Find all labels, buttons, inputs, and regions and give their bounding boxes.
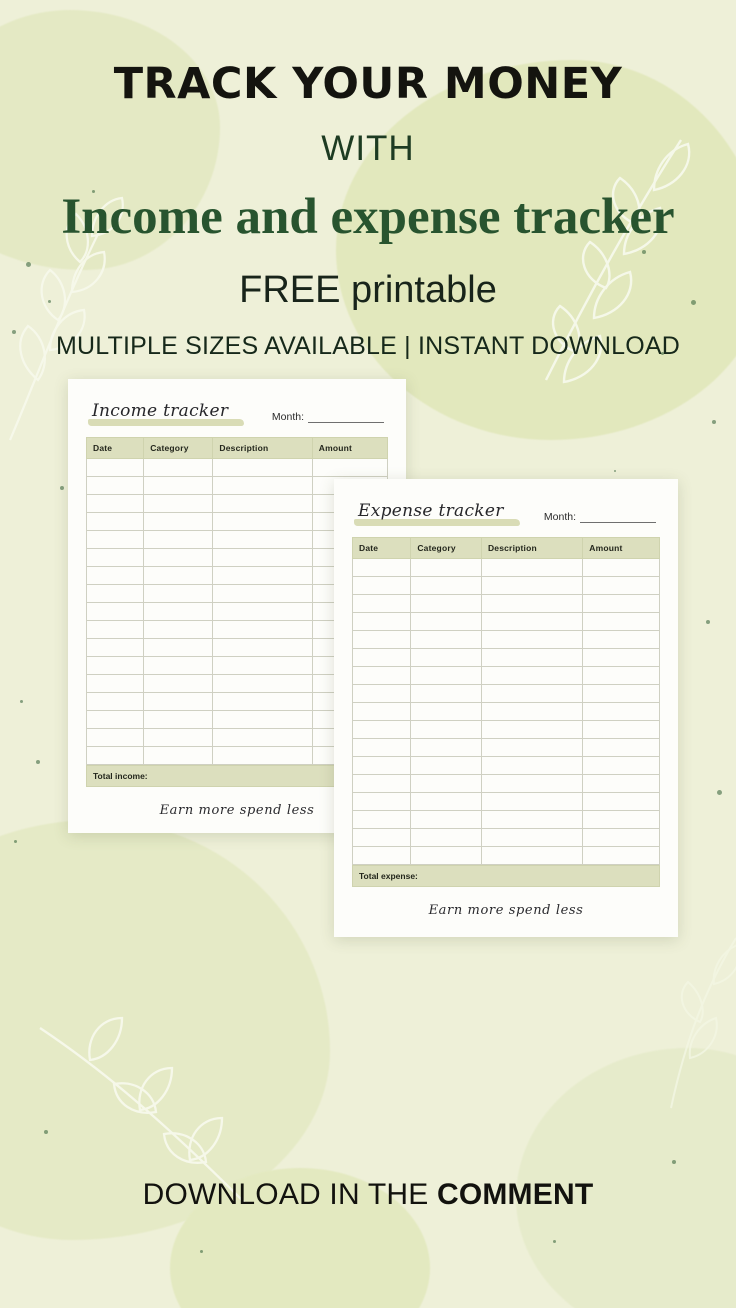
table-cell[interactable]	[481, 667, 582, 685]
table-cell[interactable]	[481, 649, 582, 667]
table-cell[interactable]	[213, 621, 312, 639]
table-cell[interactable]	[144, 459, 213, 477]
table-cell[interactable]	[213, 693, 312, 711]
table-cell[interactable]	[353, 829, 411, 847]
table-cell[interactable]	[87, 729, 144, 747]
table-cell[interactable]	[353, 847, 411, 865]
table-cell[interactable]	[87, 603, 144, 621]
table-cell[interactable]	[213, 549, 312, 567]
table-row[interactable]	[353, 649, 660, 667]
table-cell[interactable]	[144, 621, 213, 639]
table-cell[interactable]	[87, 711, 144, 729]
income-total-row[interactable]: Total income:	[86, 765, 388, 787]
product-title: Income and expense tracker	[61, 189, 675, 246]
table-cell[interactable]	[481, 631, 582, 649]
table-cell[interactable]	[144, 549, 213, 567]
expense-title-wrap	[358, 501, 504, 523]
table-cell[interactable]	[411, 631, 482, 649]
table-cell[interactable]	[481, 811, 582, 829]
table-cell[interactable]	[87, 639, 144, 657]
table-cell[interactable]	[353, 811, 411, 829]
table-cell[interactable]	[583, 595, 660, 613]
table-cell[interactable]	[411, 595, 482, 613]
income-month-input[interactable]	[308, 412, 384, 423]
table-cell[interactable]	[353, 595, 411, 613]
table-cell[interactable]	[411, 649, 482, 667]
table-cell[interactable]	[583, 829, 660, 847]
table-cell[interactable]	[481, 829, 582, 847]
table-cell[interactable]	[213, 639, 312, 657]
table-cell[interactable]	[481, 721, 582, 739]
table-cell[interactable]	[353, 685, 411, 703]
cta-prefix: DOWNLOAD IN THE	[142, 1178, 437, 1211]
table-cell[interactable]	[144, 585, 213, 603]
table-row[interactable]	[353, 703, 660, 721]
table-cell[interactable]	[411, 667, 482, 685]
table-cell[interactable]	[353, 577, 411, 595]
table-cell[interactable]	[353, 757, 411, 775]
table-cell[interactable]	[213, 747, 312, 765]
table-cell[interactable]	[87, 747, 144, 765]
income-sheet-title: Income tracker	[92, 401, 229, 422]
table-cell[interactable]	[353, 793, 411, 811]
table-row[interactable]	[353, 811, 660, 829]
table-cell[interactable]	[583, 757, 660, 775]
table-cell[interactable]	[583, 793, 660, 811]
table-cell[interactable]	[144, 657, 213, 675]
table-row[interactable]	[353, 595, 660, 613]
table-cell[interactable]	[144, 531, 213, 549]
table-cell[interactable]	[213, 459, 312, 477]
table-cell[interactable]	[312, 459, 387, 477]
table-cell[interactable]	[353, 667, 411, 685]
page-title: TRACK YOUR MONEY	[113, 59, 623, 109]
table-cell[interactable]	[583, 703, 660, 721]
free-printable-label: FREE printable	[239, 269, 497, 312]
table-cell[interactable]	[144, 567, 213, 585]
table-cell[interactable]	[481, 577, 582, 595]
offer-details: MULTIPLE SIZES AVAILABLE | INSTANT DOWNLOAD	[55, 332, 681, 361]
table-cell[interactable]	[411, 739, 482, 757]
table-cell[interactable]	[583, 811, 660, 829]
expense-table-body[interactable]	[353, 559, 660, 865]
table-cell[interactable]	[411, 703, 482, 721]
table-cell[interactable]	[213, 711, 312, 729]
table-cell[interactable]	[481, 703, 582, 721]
table-cell[interactable]	[481, 613, 582, 631]
title-connector: WITH	[321, 129, 415, 169]
cta-emphasis: COMMENT	[436, 1178, 594, 1211]
table-cell[interactable]	[583, 847, 660, 865]
table-cell[interactable]	[353, 739, 411, 757]
table-cell[interactable]	[144, 477, 213, 495]
table-row[interactable]	[353, 829, 660, 847]
income-col-description: Description	[213, 438, 312, 459]
table-cell[interactable]	[583, 667, 660, 685]
table-cell[interactable]	[411, 811, 482, 829]
table-cell[interactable]	[87, 513, 144, 531]
table-cell[interactable]	[144, 693, 213, 711]
table-cell[interactable]	[411, 577, 482, 595]
expense-sheet-title: Expense tracker	[358, 501, 504, 522]
table-row[interactable]	[353, 793, 660, 811]
table-cell[interactable]	[213, 513, 312, 531]
table-cell[interactable]	[87, 621, 144, 639]
table-cell[interactable]	[87, 693, 144, 711]
table-cell[interactable]	[481, 847, 582, 865]
table-cell[interactable]	[144, 729, 213, 747]
expense-total-row[interactable]: Total expense:	[352, 865, 660, 887]
table-row[interactable]	[353, 847, 660, 865]
table-cell[interactable]	[213, 585, 312, 603]
table-cell[interactable]	[87, 549, 144, 567]
table-cell[interactable]	[411, 613, 482, 631]
table-cell[interactable]	[353, 631, 411, 649]
income-month-field[interactable]	[272, 411, 384, 423]
table-cell[interactable]	[583, 631, 660, 649]
table-cell[interactable]	[411, 721, 482, 739]
expense-col-date: Date	[353, 538, 411, 559]
table-cell[interactable]	[411, 559, 482, 577]
table-cell[interactable]	[353, 703, 411, 721]
expense-col-category: Category	[411, 538, 482, 559]
table-cell[interactable]	[144, 747, 213, 765]
table-row[interactable]	[353, 577, 660, 595]
table-cell[interactable]	[583, 559, 660, 577]
expense-tracker-sheet[interactable]	[334, 479, 678, 937]
expense-footer-quote: Earn more spend less	[428, 903, 584, 919]
income-sheet-header	[86, 401, 388, 423]
table-cell[interactable]	[213, 729, 312, 747]
table-cell[interactable]	[481, 739, 582, 757]
table-cell[interactable]	[353, 559, 411, 577]
table-cell[interactable]	[481, 559, 582, 577]
table-cell[interactable]	[481, 685, 582, 703]
table-cell[interactable]	[481, 775, 582, 793]
table-cell[interactable]	[583, 721, 660, 739]
table-cell[interactable]	[87, 495, 144, 513]
table-cell[interactable]	[213, 675, 312, 693]
table-cell[interactable]	[213, 603, 312, 621]
table-cell[interactable]	[144, 639, 213, 657]
download-cta[interactable]	[0, 1178, 736, 1212]
table-cell[interactable]	[411, 685, 482, 703]
table-cell[interactable]	[411, 793, 482, 811]
table-cell[interactable]	[213, 567, 312, 585]
table-cell[interactable]	[144, 675, 213, 693]
table-row[interactable]	[353, 757, 660, 775]
income-month-label: Month:	[271, 411, 304, 424]
table-cell[interactable]	[87, 531, 144, 549]
tracker-previews	[0, 379, 736, 979]
table-cell[interactable]	[87, 567, 144, 585]
table-cell[interactable]	[583, 685, 660, 703]
expense-month-field[interactable]	[544, 511, 656, 523]
table-cell[interactable]	[353, 775, 411, 793]
income-title-wrap	[92, 401, 228, 423]
table-cell[interactable]	[144, 603, 213, 621]
table-cell[interactable]	[353, 649, 411, 667]
table-row[interactable]	[353, 739, 660, 757]
table-cell[interactable]	[87, 477, 144, 495]
table-cell[interactable]	[213, 657, 312, 675]
table-cell[interactable]	[411, 829, 482, 847]
table-cell[interactable]	[481, 793, 582, 811]
table-cell[interactable]	[353, 613, 411, 631]
income-col-category: Category	[144, 438, 213, 459]
table-cell[interactable]	[144, 711, 213, 729]
table-row[interactable]	[353, 559, 660, 577]
table-cell[interactable]	[144, 513, 213, 531]
promo-header	[0, 0, 736, 361]
income-footer-quote: Earn more spend less	[159, 803, 315, 819]
expense-col-amount: Amount	[583, 538, 660, 559]
table-cell[interactable]	[213, 531, 312, 549]
table-row[interactable]	[353, 667, 660, 685]
expense-sheet-header	[352, 501, 660, 523]
table-cell[interactable]	[87, 459, 144, 477]
table-row[interactable]	[353, 685, 660, 703]
table-cell[interactable]	[481, 757, 582, 775]
income-col-amount: Amount	[312, 438, 387, 459]
table-cell[interactable]	[213, 495, 312, 513]
table-row[interactable]	[353, 613, 660, 631]
table-row[interactable]	[353, 721, 660, 739]
expense-col-description: Description	[481, 538, 582, 559]
table-row[interactable]	[87, 459, 388, 477]
table-cell[interactable]	[87, 585, 144, 603]
table-row[interactable]	[353, 775, 660, 793]
expense-month-input[interactable]	[580, 512, 656, 523]
table-cell[interactable]	[411, 757, 482, 775]
table-cell[interactable]	[411, 847, 482, 865]
table-cell[interactable]	[353, 721, 411, 739]
table-cell[interactable]	[583, 613, 660, 631]
expense-table-header-row	[353, 538, 660, 559]
table-cell[interactable]	[144, 495, 213, 513]
table-cell[interactable]	[583, 775, 660, 793]
table-cell[interactable]	[213, 477, 312, 495]
table-cell[interactable]	[583, 739, 660, 757]
table-cell[interactable]	[411, 775, 482, 793]
table-cell[interactable]	[481, 595, 582, 613]
table-cell[interactable]	[87, 657, 144, 675]
table-cell[interactable]	[583, 649, 660, 667]
expense-table	[352, 537, 660, 865]
income-table-header-row	[87, 438, 388, 459]
income-col-date: Date	[87, 438, 144, 459]
table-row[interactable]	[353, 631, 660, 649]
table-cell[interactable]	[583, 577, 660, 595]
expense-month-label: Month:	[543, 511, 576, 524]
table-cell[interactable]	[87, 675, 144, 693]
